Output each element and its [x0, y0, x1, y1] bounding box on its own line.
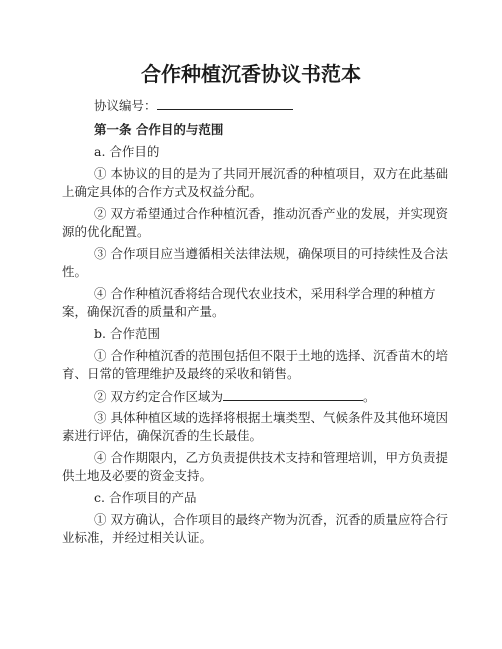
a-item-1-line-1: ① 本协议的目的是为了共同开展沉香的种植项目，双方在此基础 [94, 166, 448, 181]
b-item-2-line [94, 388, 376, 405]
b-item-1-line-1: ① 合作种植沉香的范围包括但不限于土地的选择、沉香苗木的培 [94, 348, 448, 363]
a-item-4-line-1: ④ 合作种植沉香将结合现代农业技术，采用科学合理的种植方 [94, 286, 436, 301]
b-item-2-end: 。 [362, 389, 376, 404]
page-title: 合作种植沉香协议书范本 [141, 62, 361, 86]
section-a-label: a. 合作目的 [94, 144, 160, 159]
b-item-4-line-1: ④ 合作期限内，乙方负责提供技术支持和管理培训，甲方负责提 [94, 450, 448, 465]
agreement-number-blank [157, 97, 293, 110]
a-item-3-line-1: ③ 合作项目应当遵循相关法律法规，确保项目的可持续性及合法 [94, 246, 448, 261]
agreement-number-label: 协议编号： [94, 98, 157, 113]
b-item-3-line-1: ③ 具体种植区域的选择将根据土壤类型、气候条件及其他环境因 [94, 410, 448, 425]
a-item-4-line-2: 案，确保沉香的质量和产量。 [62, 304, 225, 319]
b-item-1-line-2: 育、日常的管理维护及最终的采收和销售。 [62, 366, 300, 381]
agreement-number-line [94, 97, 293, 114]
a-item-2-line-2: 源的优化配置。 [62, 224, 150, 239]
a-item-3-line-2: 性。 [62, 264, 88, 279]
a-item-1-line-2: 上确定具体的合作方式及权益分配。 [62, 184, 263, 199]
c-item-1-line-2: 业标准，并经过相关认证。 [62, 530, 213, 545]
section-c-label: c. 合作项目的产品 [94, 490, 197, 505]
a-item-2-line-1: ② 双方希望通过合作种植沉香，推动沉香产业的发展，并实现资 [94, 206, 448, 221]
cooperation-area-blank [223, 388, 363, 401]
b-item-2-text: ② 双方约定合作区域为 [94, 389, 223, 404]
article-1-heading: 第一条 合作目的与范围 [94, 122, 224, 137]
section-b-label: b. 合作范围 [94, 326, 160, 341]
c-item-1-line-1: ① 双方确认，合作项目的最终产物为沉香，沉香的质量应符合行 [94, 512, 448, 527]
b-item-3-line-2: 素进行评估，确保沉香的生长最佳。 [62, 428, 263, 443]
b-item-4-line-2: 供土地及必要的资金支持。 [62, 468, 213, 483]
